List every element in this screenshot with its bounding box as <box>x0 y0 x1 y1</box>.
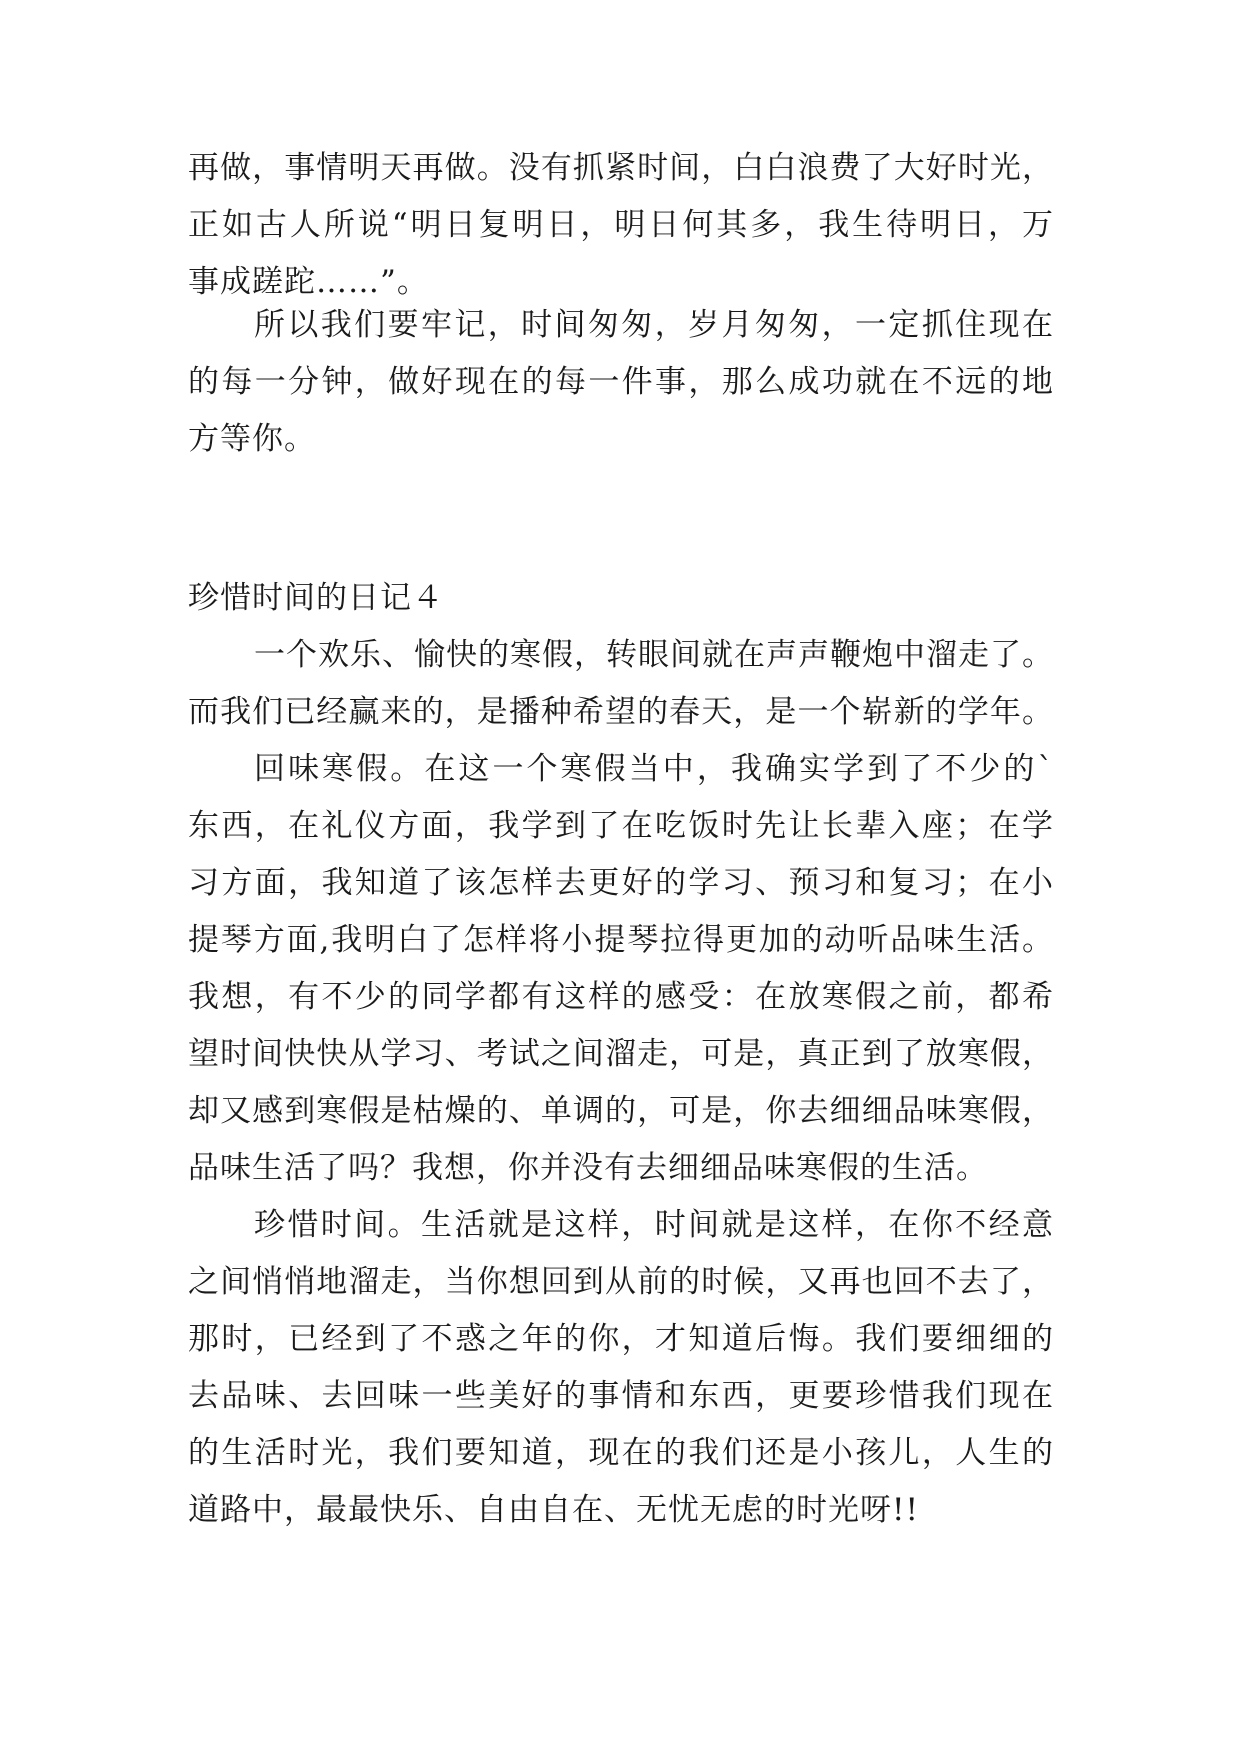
paragraph-line: 事成蹉跎……”。 <box>188 264 429 300</box>
paragraph-line: 品味生活了吗？我想，你并没有去细细品味寒假的生活。 <box>188 1150 988 1186</box>
paragraph-line: 望时间快快从学习、考试之间溜走，可是，真正到了放寒假， <box>188 1036 1054 1072</box>
intro-paragraph <box>188 627 1054 741</box>
paragraph-line: 正如古人所说“明日复明日，明日何其多，我生待明日，万 <box>188 207 1054 243</box>
paragraph-line: 之间悄悄地溜走，当你想回到从前的时候，又再也回不去了， <box>188 1264 1054 1300</box>
continuation-paragraph <box>188 140 1054 311</box>
paragraph-line: 的生活时光，我们要知道，现在的我们还是小孩儿，人生的 <box>188 1435 1054 1471</box>
paragraph-line: 去品味、去回味一些美好的事情和东西，更要珍惜我们现在 <box>188 1378 1054 1414</box>
paragraph-line: 而我们已经赢来的，是播种希望的春天，是一个崭新的学年。 <box>188 694 1054 730</box>
paragraph-line: 的每一分钟，做好现在的每一件事，那么成功就在不远的地 <box>188 364 1054 400</box>
conclusion-paragraph <box>188 297 1054 468</box>
paragraph-line: 一个欢乐、愉快的寒假，转眼间就在声声鞭炮中溜走了。 <box>254 637 1054 673</box>
paragraph-line: 东西，在礼仪方面，我学到了在吃饭时先让长辈入座；在学 <box>188 808 1054 844</box>
paragraph-line: 所以我们要牢记，时间匆匆，岁月匆匆，一定抓住现在 <box>254 307 1054 343</box>
section-title: 珍惜时间的日记４ <box>188 580 444 616</box>
paragraph-line: 方等你。 <box>188 421 316 457</box>
paragraph-line: 道路中，最最快乐、自由自在、无忧无虑的时光呀!! <box>188 1492 919 1528</box>
paragraph-line: 回味寒假。在这一个寒假当中，我确实学到了不少的` <box>254 751 1054 787</box>
paragraph-line: 珍惜时间。生活就是这样，时间就是这样，在你不经意 <box>254 1207 1054 1243</box>
paragraph-line: 却又感到寒假是枯燥的、单调的，可是，你去细细品味寒假， <box>188 1093 1054 1129</box>
paragraph-line: 我想，有不少的同学都有这样的感受：在放寒假之前，都希 <box>188 979 1054 1015</box>
paragraph-line: 提琴方面,我明白了怎样将小提琴拉得更加的动听品味生活。 <box>188 922 1054 958</box>
cherish-time-paragraph <box>188 1197 1054 1539</box>
paragraph-line: 习方面，我知道了该怎样去更好的学习、预习和复习；在小 <box>188 865 1054 901</box>
paragraph-line: 再做，事情明天再做。没有抓紧时间，白白浪费了大好时光， <box>188 150 1054 186</box>
paragraph-line: 那时，已经到了不惑之年的你，才知道后悔。我们要细细的 <box>188 1321 1054 1357</box>
winter-break-paragraph <box>188 741 1054 1197</box>
